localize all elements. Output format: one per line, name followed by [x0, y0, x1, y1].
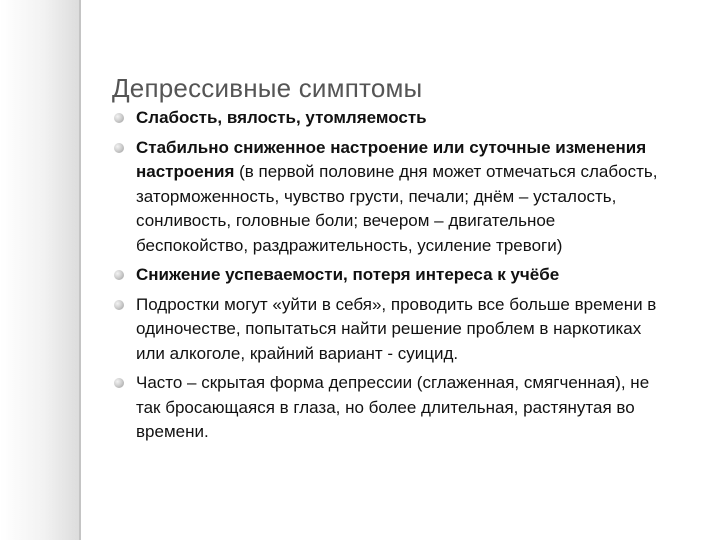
- bullet-text: (в первой половине дня может отмечаться слабость, заторможенность, чувство грусти, печали; днём – усталость, сонливость, головные боли; вечером – двигательное беспокойство, раздражительность, усиление тревоги): [136, 162, 658, 255]
- bullet-item-1: [112, 106, 672, 131]
- bullet-bold-text: Стабильно сниженное настроение или суточные изменения настроения: [136, 137, 647, 181]
- bullet-dot-icon: [114, 300, 124, 310]
- bullet-text: Подростки могут «уйти в себя», проводить все больше времени в одиночестве, попытаться найти решение проблем в наркотиках или алкоголе, крайний вариант - суицид.: [136, 294, 657, 363]
- bullet-item-2: [112, 136, 672, 259]
- bullet-list: [112, 106, 672, 450]
- bullet-dot-icon: [114, 378, 124, 388]
- bullet-bold-text: Слабость, вялость, утомляемость: [136, 108, 427, 127]
- bullet-item-3: [112, 263, 672, 288]
- bullet-item-4: [112, 293, 672, 367]
- bullet-dot-icon: [114, 143, 124, 153]
- slide-title: Депрессивные симптомы: [112, 73, 423, 104]
- left-decorative-band: [0, 0, 80, 540]
- bullet-item-5: [112, 371, 672, 445]
- bullet-bold-text: Снижение успеваемости, потеря интереса к учёбе: [136, 265, 560, 284]
- bullet-text: Часто – скрытая форма депрессии (сглаженная, смягченная), не так бросающаяся в глаза, но более длительная, растянутая во времени.: [136, 373, 650, 441]
- vertical-divider: [79, 0, 81, 540]
- bullet-dot-icon: [114, 113, 124, 123]
- bullet-dot-icon: [114, 270, 124, 280]
